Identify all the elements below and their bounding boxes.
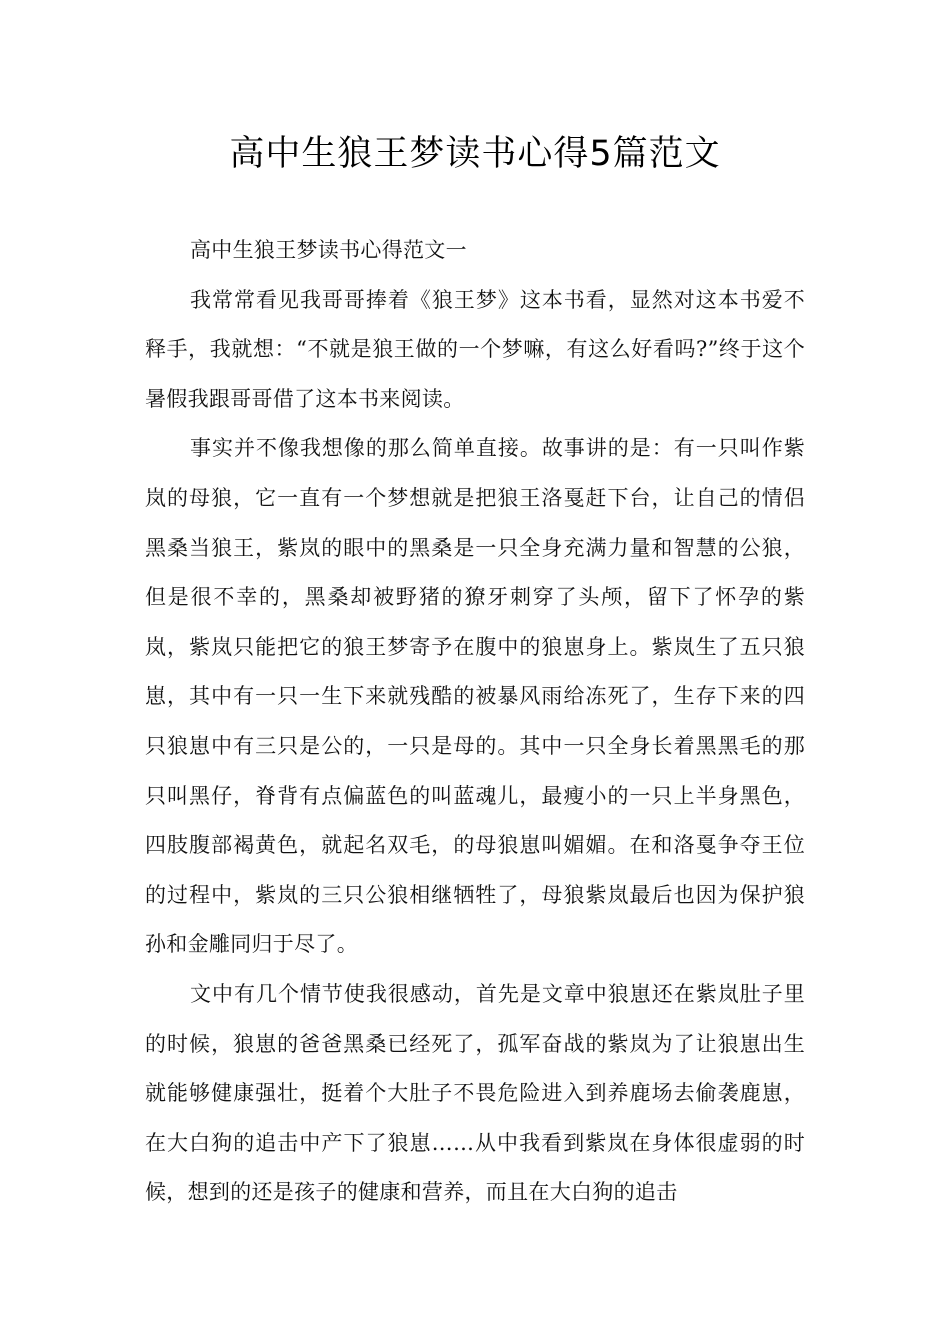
document-body — [145, 226, 805, 1218]
document-title: 高中生狼王梦读书心得5篇范文 — [229, 134, 721, 174]
paragraph-2: 事实并不像我想像的那么简单直接。故事讲的是：有一只叫作紫岚的母狼，它一直有一个梦想就是把狼王洛戛赶下台，让自己的情侣黑桑当狼王，紫岚的眼中的黑桑是一只全身充满力量和智慧的公狼，但是很不幸的，黑桑却被野猪的獠牙刺穿了头颅，留下了怀孕的紫岚，紫岚只能把它的狼王梦寄予在腹中的狼崽身上。紫岚生了五只狼崽，其中有一只一生下来就残酷的被暴风雨给冻死了，生存下来的四只狼崽中有三只是公的，一只是母的。其中一只全身长着黑黑毛的那只叫黑仔，脊背有点偏蓝色的叫蓝魂儿，最瘦小的一只上半身黑色，四肢腹部褐黄色，就起名双毛，的母狼崽叫媚媚。在和洛戛争夺王位的过程中，紫岚的三只公狼相继牺牲了，母狼紫岚最后也因为保护狼孙和金雕同归于尽了。 — [145, 436, 805, 957]
section-heading: 高中生狼王梦读书心得范文一 — [190, 238, 467, 262]
paragraph-1: 我常常看见我哥哥捧着《狼王梦》这本书看，显然对这本书爱不释手，我就想：“不就是狼王做的一个梦嘛，有这么好看吗?”终于这个暑假我跟哥哥借了这本书来阅读。 — [145, 287, 805, 411]
paragraph-3: 文中有几个情节使我很感动，首先是文章中狼崽还在紫岚肚子里的时候，狼崽的爸爸黑桑已经死了，孤军奋战的紫岚为了让狼崽出生就能够健康强壮，挺着个大肚子不畏危险进入到养鹿场去偷袭鹿崽，在大白狗的追击中产下了狼崽……从中我看到紫岚在身体很虚弱的时候，想到的还是孩子的健康和营养，而且在大白狗的追击 — [145, 981, 805, 1205]
